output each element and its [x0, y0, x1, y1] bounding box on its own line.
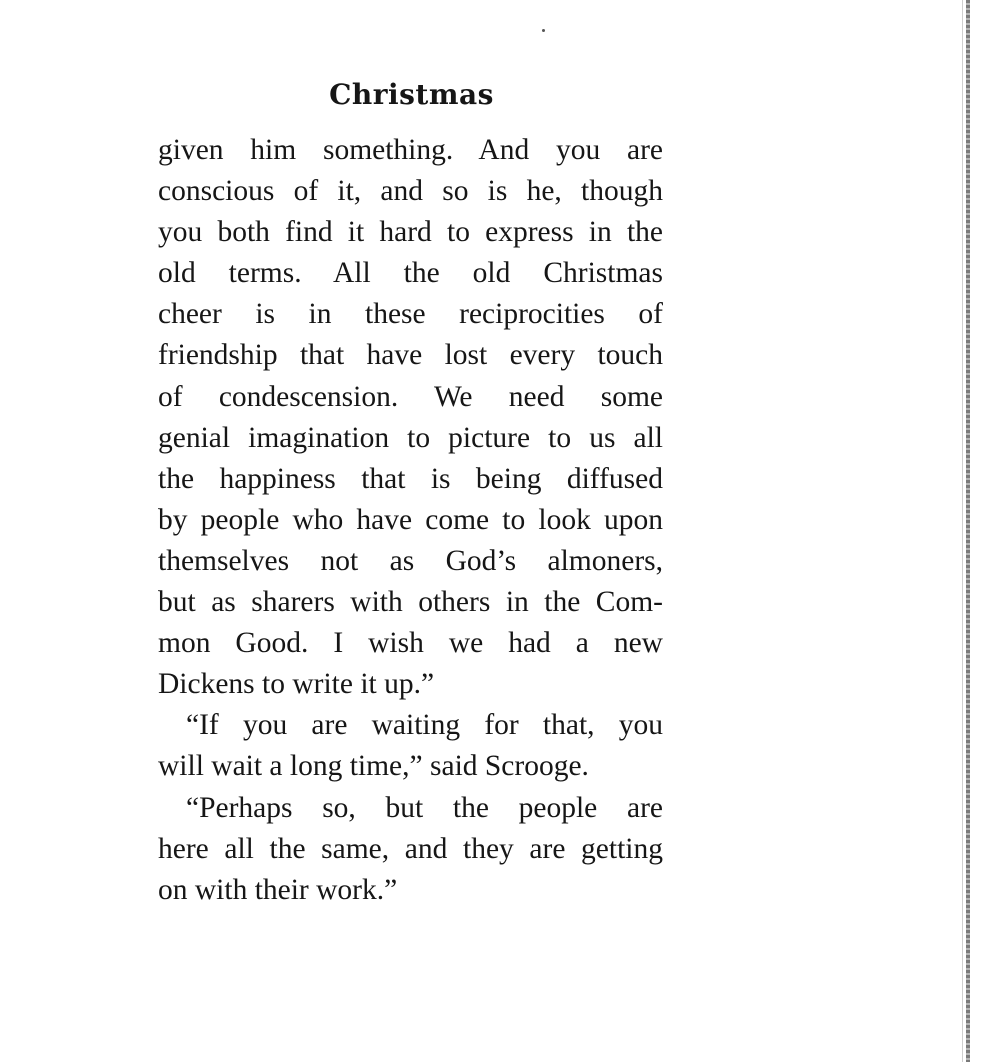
text-line: “If you are waiting for that, you	[186, 709, 663, 742]
text-line: you both find it hard to express in the	[158, 216, 663, 249]
text-line: old terms. All the old Christmas	[158, 257, 663, 290]
paper-speck	[542, 29, 545, 32]
text-line: conscious of it, and so is he, though	[158, 175, 663, 208]
text-line: but as sharers with others in the Com-	[158, 586, 663, 619]
text-line: cheer is in these reciprocities of	[158, 298, 663, 331]
text-line: mon Good. I wish we had a new	[158, 627, 663, 660]
text-line: given him something. And you are	[158, 134, 663, 166]
text-line: by people who have come to look upon	[158, 503, 663, 536]
page-edge-line	[962, 0, 963, 1062]
text-line: genial imagination to picture to us all	[158, 421, 663, 454]
text-line: themselves not as God’s almoners,	[158, 544, 663, 577]
text-line: the happiness that is being diffused	[158, 462, 663, 495]
body-text	[158, 130, 663, 911]
text-line: here all the same, and they are getting	[158, 832, 663, 865]
text-line: “Perhaps so, but the people are	[186, 791, 663, 824]
text-line: Dickens to write it up.”	[158, 668, 435, 701]
text-line: on with their work.”	[158, 873, 398, 906]
running-head: Christmas	[329, 78, 494, 111]
page-edge-border	[966, 0, 970, 1062]
text-line: friendship that have lost every touch	[158, 339, 663, 372]
text-line: will wait a long time,” said Scrooge.	[158, 750, 589, 783]
text-line: of condescension. We need some	[158, 380, 663, 413]
